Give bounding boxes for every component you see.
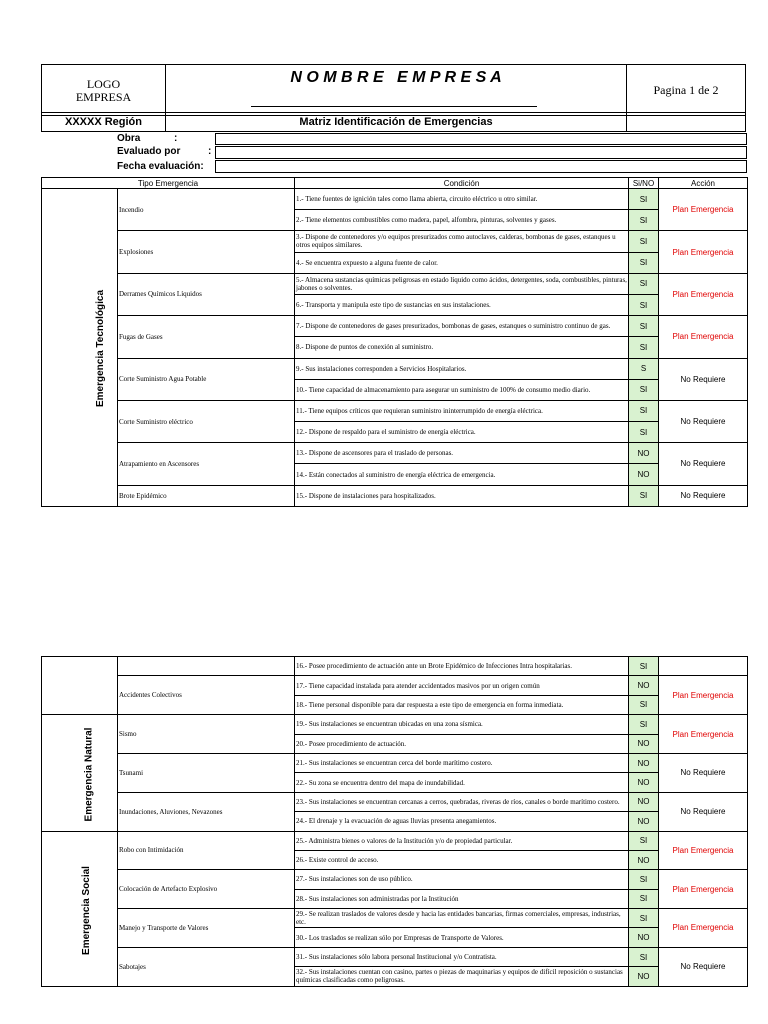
fecha-label: Fecha evaluación:: [117, 161, 204, 172]
table-row: [42, 792, 748, 811]
sino-value: NO: [629, 928, 659, 947]
condition-text: 28.- Sus instalaciones son administradas por la Institución: [295, 889, 629, 908]
col-header-accion: Acción: [659, 178, 748, 189]
condition-text: 12.- Dispone de respaldo para el suministro de energía eléctrica.: [295, 422, 629, 443]
condition-text: 27.- Sus instalaciones son de uso público.: [295, 870, 629, 889]
evaluado-colon: :: [208, 146, 212, 157]
condition-text: 26.- Existe control de acceso.: [295, 850, 629, 869]
sino-value: SI: [629, 889, 659, 908]
sino-value: NO: [629, 850, 659, 869]
action-value: Plan Emergencia: [659, 715, 748, 754]
action-value: Plan Emergencia: [659, 831, 748, 870]
table-row: [42, 715, 748, 734]
sino-value: SI: [629, 715, 659, 734]
emergency-type: Accidentes Colectivos: [118, 676, 295, 715]
condition-text: 3.- Dispone de contenedores y/o equipos presurizados como autoclaves, calderas, bombonas de gases, estanques u otros equipos similares.: [295, 231, 629, 252]
logo-line1: LOGO: [86, 77, 121, 91]
table-row: [42, 358, 748, 379]
condition-text: 7.- Dispone de contenedores de gases presurizados, bombonas de gases, estanques o suministro continuo de gas.: [295, 316, 629, 337]
action-value: No Requiere: [659, 485, 748, 506]
condition-text: 30.- Los traslados se realizan sólo por Empresas de Transporte de Valores.: [295, 928, 629, 947]
emergency-type: Corte Suministro Agua Potable: [118, 358, 295, 400]
condition-text: 14.- Están conectados al suministro de energía eléctrica de emergencia.: [295, 464, 629, 485]
table-row: [42, 831, 748, 850]
condition-text: 22.- Su zona se encuentra dentro del mapa de inundabilidad.: [295, 773, 629, 792]
table-row: [42, 909, 748, 928]
emergency-type: Atrapamiento en Ascensores: [118, 443, 295, 485]
sino-value: SI: [629, 210, 659, 231]
sino-value: NO: [629, 773, 659, 792]
table-row: [42, 870, 748, 889]
action-value: Plan Emergencia: [659, 676, 748, 715]
sino-value: SI: [629, 909, 659, 928]
category-tecnologica: [42, 189, 118, 507]
sino-value: SI: [629, 400, 659, 421]
action-value: [659, 657, 748, 676]
table-row: [42, 316, 748, 337]
company-box: [165, 64, 627, 116]
sino-value: SI: [629, 231, 659, 252]
evaluado-field[interactable]: [215, 146, 747, 159]
action-value: Plan Emergencia: [659, 231, 748, 273]
table-row: [42, 947, 748, 966]
condition-text: 29.- Se realizan traslados de valores desde y hacia las entidades bancarias, firmas comerciales, empresas, industrias, etc.: [295, 909, 629, 928]
sino-value: SI: [629, 870, 659, 889]
logo-box: [41, 64, 166, 116]
sino-value: SI: [629, 695, 659, 714]
action-value: No Requiere: [659, 358, 748, 400]
sino-value: NO: [629, 464, 659, 485]
action-value: Plan Emergencia: [659, 189, 748, 231]
action-value: Plan Emergencia: [659, 316, 748, 358]
page-number-box: [626, 64, 746, 116]
emergency-type: Incendio: [118, 189, 295, 231]
emergency-matrix-page2: [41, 656, 748, 987]
emergency-type: Tsunami: [118, 753, 295, 792]
condition-text: 4.- Se encuentra expuesto a alguna fuente de calor.: [295, 252, 629, 273]
action-value: No Requiere: [659, 947, 748, 986]
col-header-condicion: Condición: [295, 178, 629, 189]
evaluado-label: Evaluado por: [117, 146, 181, 157]
emergency-type: [118, 657, 295, 676]
logo-line2: EMPRESA: [75, 90, 132, 104]
condition-text: 32.- Sus instalaciones cuentan con casino, partes o piezas de maquinarias y equipos de difícil reposición o sustancias químicas clasificadas como peligrosas.: [295, 967, 629, 986]
sino-value: SI: [629, 831, 659, 850]
condition-text: 24.- El drenaje y la evacuación de aguas lluvias presenta anegamientos.: [295, 812, 629, 831]
sino-value: NO: [629, 967, 659, 986]
sino-value: NO: [629, 676, 659, 695]
category-natural: [42, 715, 118, 831]
action-value: No Requiere: [659, 400, 748, 442]
condition-text: 11.- Tiene equipos críticos que requieran suministro ininterrumpido de energía eléctrica.: [295, 400, 629, 421]
action-value: Plan Emergencia: [659, 273, 748, 315]
condition-text: 23.- Sus instalaciones se encuentran cercanas a cerros, quebradas, riveras de ríos, canales o borde marítimo costero.: [295, 792, 629, 811]
table-row: [42, 657, 748, 676]
condition-text: 2.- Tiene elementos combustibles como madera, papel, alfombra, pinturas, solventes y gases.: [295, 210, 629, 231]
table-row: [42, 231, 748, 252]
matrix-title-right: [626, 112, 746, 132]
action-value: Plan Emergencia: [659, 870, 748, 909]
condition-text: 19.- Sus instalaciones se encuentran ubicadas en una zona sísmica.: [295, 715, 629, 734]
sino-value: SI: [629, 273, 659, 294]
sino-value: NO: [629, 443, 659, 464]
region-label: XXXXX Región: [64, 116, 143, 128]
emergency-type: Colocación de Artefacto Explosivo: [118, 870, 295, 909]
sino-value: NO: [629, 792, 659, 811]
emergency-type: Fugas de Gases: [118, 316, 295, 358]
col-header-tipo: Tipo Emergencia: [42, 178, 295, 189]
obra-colon: :: [174, 133, 178, 144]
emergency-type: Sismo: [118, 715, 295, 754]
emergency-type: Brote Epidémico: [118, 485, 295, 506]
sino-value: NO: [629, 812, 659, 831]
emergency-matrix-page1: [41, 177, 748, 507]
category-tecnologica-label: Emergencia Tecnológica: [95, 290, 107, 408]
sino-value: NO: [629, 753, 659, 772]
matrix-title: Matriz Identificación de Emergencias: [299, 116, 493, 128]
category-social-label: Emergencia Social: [80, 865, 92, 955]
table-row: [42, 400, 748, 421]
condition-text: 10.- Tiene capacidad de almacenamiento para asegurar un suministro de 100% de consumo medio diario.: [295, 379, 629, 400]
sino-value: SI: [629, 189, 659, 210]
condition-text: 20.- Posee procedimiento de actuación.: [295, 734, 629, 753]
table-row: [42, 189, 748, 210]
condition-text: 16.- Posee procedimiento de actuación ante un Brote Epidémico de Infecciones Intra hospitalarias.: [295, 657, 629, 676]
sino-value: SI: [629, 657, 659, 676]
region-box: [41, 112, 166, 132]
emergency-type: Explosiones: [118, 231, 295, 273]
emergency-type: Robo con Intimidación: [118, 831, 295, 870]
action-value: Plan Emergencia: [659, 909, 748, 948]
sino-value: S: [629, 358, 659, 379]
obra-field[interactable]: [215, 133, 747, 145]
condition-text: 21.- Sus instalaciones se encuentran cerca del borde marítimo costero.: [295, 753, 629, 772]
table-row: [42, 753, 748, 772]
condition-text: 9.- Sus instalaciones corresponden a Servicios Hospitalarios.: [295, 358, 629, 379]
emergency-type: Manejo y Transporte de Valores: [118, 909, 295, 948]
condition-text: 8.- Dispone de puntos de conexión al suministro.: [295, 337, 629, 358]
column-header-row: [42, 178, 748, 189]
table-row: [42, 273, 748, 294]
action-value: No Requiere: [659, 753, 748, 792]
sino-value: SI: [629, 947, 659, 966]
page-number: Pagina 1 de 2: [653, 83, 719, 97]
col-header-sino: Si/NO: [629, 178, 659, 189]
category-tecnologica-cont: [42, 657, 118, 715]
category-social: [42, 831, 118, 986]
sino-value: SI: [629, 316, 659, 337]
obra-label: Obra: [117, 133, 141, 144]
category-natural-label: Emergencia Natural: [83, 727, 95, 822]
table-row: [42, 676, 748, 695]
condition-text: 31.- Sus instalaciones sólo labora personal Institucional y/o Contratista.: [295, 947, 629, 966]
condition-text: 17.- Tiene capacidad instalada para atender accidentados masivos por un origen común: [295, 676, 629, 695]
condition-text: 25.- Administra bienes o valores de la Institución y/o de propiedad particular.: [295, 831, 629, 850]
emergency-type: Inundaciones, Aluviones, Nevazones: [118, 792, 295, 831]
sino-value: SI: [629, 252, 659, 273]
sino-value: SI: [629, 294, 659, 315]
table-row: [42, 443, 748, 464]
sino-value: SI: [629, 485, 659, 506]
condition-text: 18.- Tiene personal disponible para dar respuesta a este tipo de emergencia en forma inmediata.: [295, 695, 629, 714]
company-name: N O M B R E E M P R E S A: [290, 69, 502, 86]
action-value: No Requiere: [659, 443, 748, 485]
condition-text: 15.- Dispone de instalaciones para hospitalizados.: [295, 485, 629, 506]
condition-text: 6.- Transporta y manipula este tipo de sustancias en sus instalaciones.: [295, 294, 629, 315]
condition-text: 1.- Tiene fuentes de ignición tales como llama abierta, circuito eléctrico u otro similar.: [295, 189, 629, 210]
sino-value: NO: [629, 734, 659, 753]
table-row: [42, 485, 748, 506]
action-value: No Requiere: [659, 792, 748, 831]
condition-text: 13.- Dispone de ascensores para el traslado de personas.: [295, 443, 629, 464]
emergency-type: Derrames Químicos Líquidos: [118, 273, 295, 315]
condition-text: 5.- Almacena sustancias químicas peligrosas en estado líquido como ácidos, detergentes, soda, combustibles, pinturas, jabones o solventes.: [295, 273, 629, 294]
fecha-field[interactable]: [215, 160, 747, 173]
sino-value: SI: [629, 422, 659, 443]
matrix-title-box: [165, 112, 627, 132]
emergency-type: Sabotajes: [118, 947, 295, 986]
company-underline: [251, 106, 537, 107]
emergency-type: Corte Suministro eléctrico: [118, 400, 295, 442]
sino-value: SI: [629, 337, 659, 358]
sino-value: SI: [629, 379, 659, 400]
